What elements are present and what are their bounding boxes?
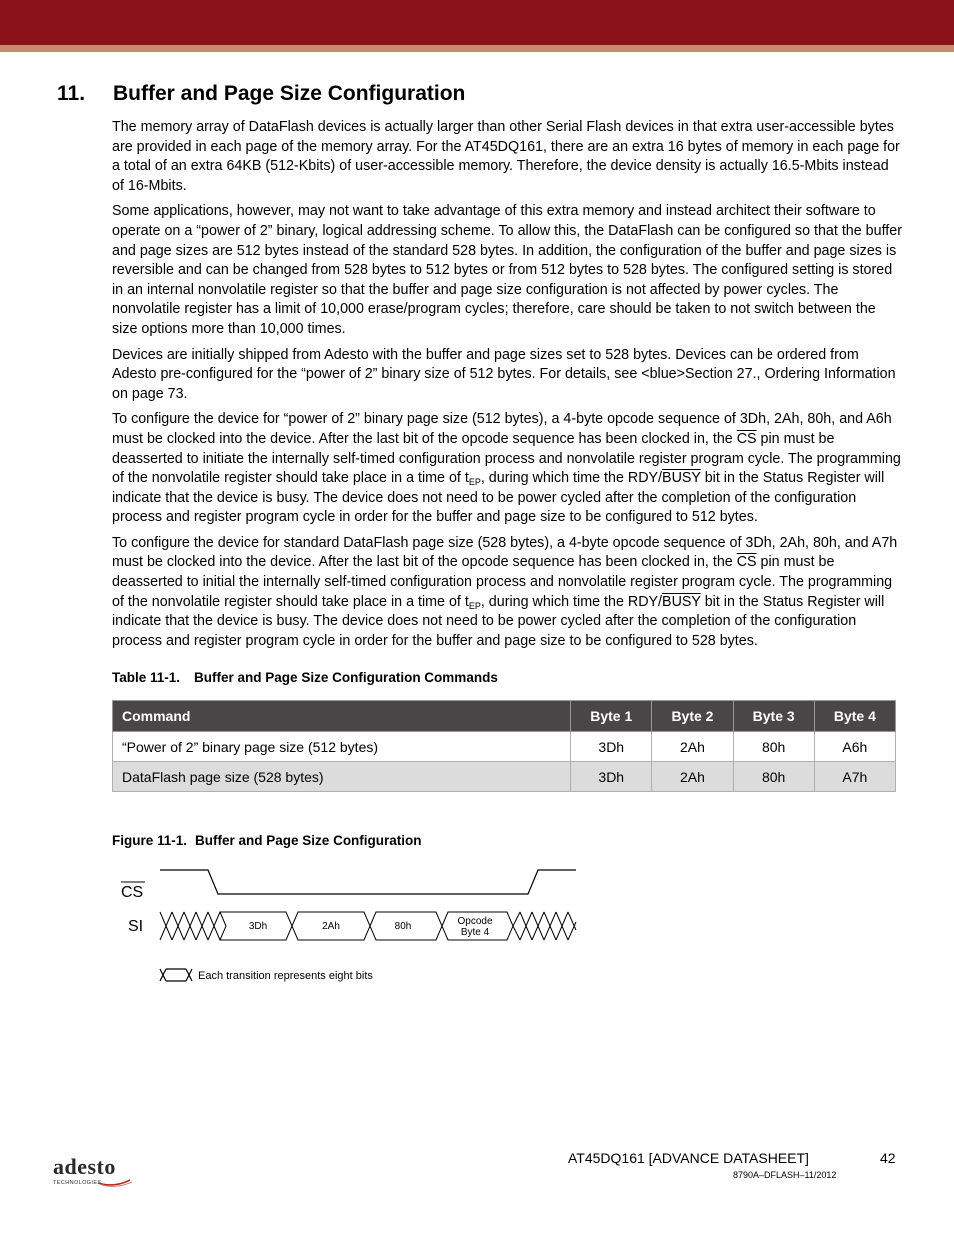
section-heading [57,82,465,106]
paragraph-4 [112,410,902,528]
paragraph-4-part: pin must be deasserted to initiate the internally self-timed configuration process and nonvolatile register program cycle. The programming of the nonvolatile register should take place in a time of t [112,430,901,487]
table-header-row [113,701,896,732]
si-dont-care-lead [160,912,220,940]
si-opcode-label-1: Opcode [457,916,493,927]
cs-waveform [160,870,576,894]
paragraph-1: The memory array of DataFlash devices is actually larger than other Serial Flash devices in that extra user-accessible bytes are provided in each page of the memory array. For the AT45DQ161, there are an extra 16 bytes of memory in each page for a total of an extra 64KB (512-Kbits) of user-accessible memory. Therefore, the device density is actually 16.5-Mbits instead of 16-Mbits. [112,119,900,194]
section-title: Buffer and Page Size Configuration [113,82,466,105]
transition-legend-text: Each transition represents eight bits [198,970,373,982]
si-label: SI [128,918,144,935]
figure-caption-text: Buffer and Page Size Configuration [195,833,422,848]
si-byte-label: 80h [394,921,412,932]
table-row [113,732,896,762]
footer-document-title: AT45DQ161 [ADVANCE DATASHEET] [568,1150,809,1166]
paragraph-3: Devices are initially shipped from Adesto with the buffer and page sizes set to 528 bytes. Devices can be ordered from Adesto pre-configured for the “power of 2” binary size of 512 bytes. For details, see <blue>Section 27., Ordering Information on page 73. [112,346,896,402]
header-byte-3: Byte 3 [733,701,814,732]
si-byte-label: 2Ah [322,921,340,932]
cell-byte-3: 80h [733,762,814,792]
cell-byte-2: 2Ah [652,762,733,792]
cell-command: DataFlash page size (528 bytes) [113,762,571,792]
header-command: Command [113,701,571,732]
cell-byte-2: 2Ah [652,732,733,762]
paragraph-5-part: To configure the device for standard DataFlash page size (528 bytes), a 4-byte opcode sequence of 3Dh, 2Ah, 80h, and A7h must be clocked into the device. After the last bit of the opcode sequence has been clocked in, the [112,534,898,571]
si-dont-care-trail [513,912,576,940]
cell-byte-4: A7h [814,762,895,792]
paragraph-4-part: bit in the Status Register will indicate that the device is busy. The device does not need to be power cycled after the completion of the configuration process and register program cycle in order for the buffer and page size to be configured to 512 bytes. [112,470,885,526]
table-caption-text: Buffer and Page Size Configuration Commands [194,670,498,685]
body-text [112,118,902,657]
table-caption-label: Table 11-1. [112,670,181,685]
header-byte-2: Byte 2 [652,701,733,732]
adesto-logo [52,1152,142,1188]
figure-caption [112,833,422,848]
cell-byte-1: 3Dh [571,762,652,792]
cell-command: “Power of 2” binary page size (512 bytes) [113,732,571,762]
paragraph-2: Some applications, however, may not want to take advantage of this extra memory and instead architect their software to operate on a “power of 2” binary, logical addressing scheme. To allow this, the DataFlash can be configured so that the buffer and page sizes are 512 bytes instead of the standard 528 bytes. In addition, the configuration of the buffer and page sizes is reversible and can be changed from 528 bytes to 512 bytes or from 512 bytes to 528 bytes. The configured setting is stored in an internal nonvolatile register so that the buffer and page size configuration is not affected by power cycles. The nonvolatile register has a limit of 10,000 erase/program cycles; therefore, care should be taken to not switch between the size options more than 10,000 times. [112,203,902,337]
paragraph-4-part: , during which time the RDY/ [480,470,663,487]
header-byte-4: Byte 4 [814,701,895,732]
header-stripe [0,45,954,52]
paragraph-4-part: To configure the device for “power of 2” binary page size (512 bytes), a 4-byte opcode sequence of 3Dh, 2Ah, 80h, and A6h must be clocked into the device. After the last bit of the opcode sequence has been clocked in, the [112,411,892,447]
tep-subscript: EP [468,600,481,611]
table-caption [112,670,498,685]
busy-signal: BUSY [662,470,701,487]
header-bar [0,0,954,45]
paragraph-5-part: pin must be deasserted to initial the internally self-timed configuration process and nonvolatile register program cycle. The programming of the nonvolatile register should take place in a time of t [112,554,893,610]
footer-page-number: 42 [880,1150,896,1166]
cs-signal: $\overline{CS}$ [736,430,757,447]
cell-byte-1: 3Dh [571,732,652,762]
footer-document-code: 8790A–DFLASH–11/2012 [733,1170,837,1180]
busy-signal: BUSY [662,593,701,610]
header-byte-1: Byte 1 [571,701,652,732]
cs-label: CS [121,884,144,901]
paragraph-5 [112,534,902,652]
cs-signal: $\overline{CS}$ [736,554,757,571]
config-commands-table [112,700,896,792]
timing-diagram [110,860,590,990]
paragraph-5-part: bit in the Status Register will indicate that the device is busy. The device does not need to be power cycled after the completion of the configuration process and register program cycle in order for the buffer and page size to be configured to 528 bytes. [112,593,885,649]
cell-byte-4: A6h [814,732,895,762]
cell-byte-3: 80h [733,732,814,762]
logo-subtitle: TECHNOLOGIES [53,1180,102,1186]
section-number: 11. [57,82,86,105]
si-byte-label: 3Dh [248,921,268,932]
table-row [113,762,896,792]
si-opcode-label-2: Byte 4 [460,927,490,938]
tep-subscript: EP [468,477,481,488]
transition-legend-icon [160,969,192,981]
logo-wordmark: adesto [53,1154,116,1179]
figure-caption-label: Figure 11-1. [112,833,188,848]
paragraph-5-part: , during which time the RDY/ [480,593,663,610]
